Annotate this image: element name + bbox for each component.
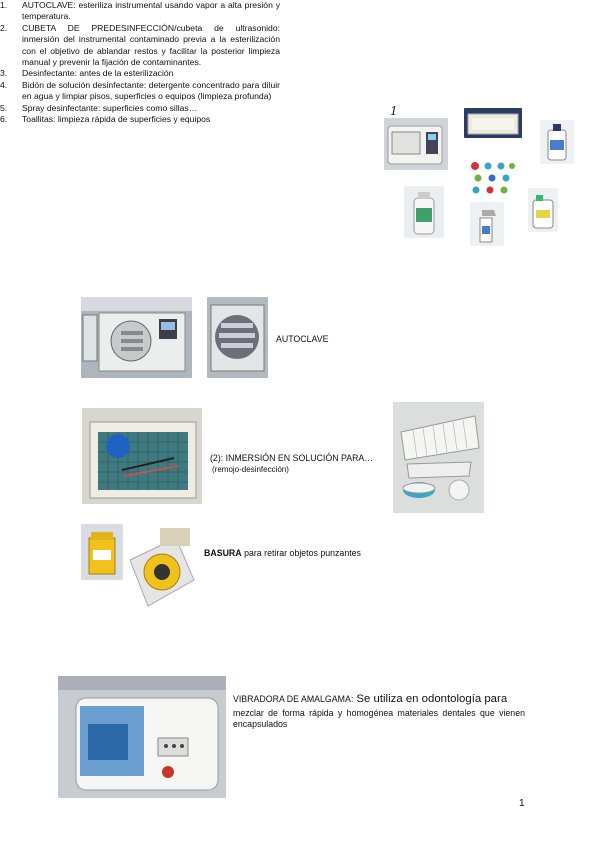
germs-illustration <box>470 160 516 196</box>
list-item: 2. CUBETA DE PREDESINFECCIÓN/cubeta de ultrasonido: inmersión del instrumental contaminado previa a la esterilización con el objetivo de ablandar restos y facilitar la posterior limpieza manual y prevenir la fijación de contaminantes. <box>0 22 280 68</box>
drum-thumb <box>528 188 558 232</box>
sharps-bin-lid-photo <box>124 524 196 610</box>
list-item: 4. Bidón de solución desinfectante: detergente concentrado para diluir en agua y limpiar pisos, superficies o equipos (limpieza profunda) <box>0 79 280 102</box>
collage-number: 1 <box>390 104 398 118</box>
instrument-list <box>0 0 280 125</box>
spray-thumb <box>470 202 504 246</box>
wipes-thumb <box>404 186 444 238</box>
disinfectant-bottle-thumb <box>540 120 574 164</box>
list-item: 5. Spray desinfectante: superficies como sillas… <box>0 102 198 113</box>
caption-vibrator: VIBRADORA DE AMALGAMA: Se utiliza en odontología para mezclar de forma rápida y homogénea materiales dentales que vienen encapsulados <box>233 693 525 729</box>
tray-thumb <box>464 108 522 138</box>
list-item: 1. AUTOCLAVE: esteriliza instrumental usando vapor a alta presión y temperatura. <box>0 0 280 22</box>
page-number: 1 <box>519 798 525 809</box>
amalgam-vibrator-photo <box>58 676 226 798</box>
caption-autoclave: AUTOCLAVE <box>276 334 329 344</box>
product-collage <box>382 104 582 254</box>
autoclave-open-photo <box>81 297 192 378</box>
list-item: 6. Toallitas: limpieza rápida de superficies y equipos <box>0 114 211 125</box>
sharps-bin-photo <box>81 524 123 580</box>
immersion-tray-photo <box>82 408 202 504</box>
caption-trash: BASURA para retirar objetos punzantes <box>204 548 361 558</box>
ultrasonic-basket-photo <box>393 402 484 513</box>
caption-immersion-sub: (remojo-desinfección) <box>212 465 289 474</box>
caption-immersion: (2): INMERSIÓN EN SOLUCIÓN PARA… <box>210 453 374 463</box>
list-item: 3. Desinfectante: antes de la esterilización <box>0 68 174 79</box>
autoclave-thumb <box>384 118 448 170</box>
autoclave-chamber-photo <box>207 297 268 378</box>
